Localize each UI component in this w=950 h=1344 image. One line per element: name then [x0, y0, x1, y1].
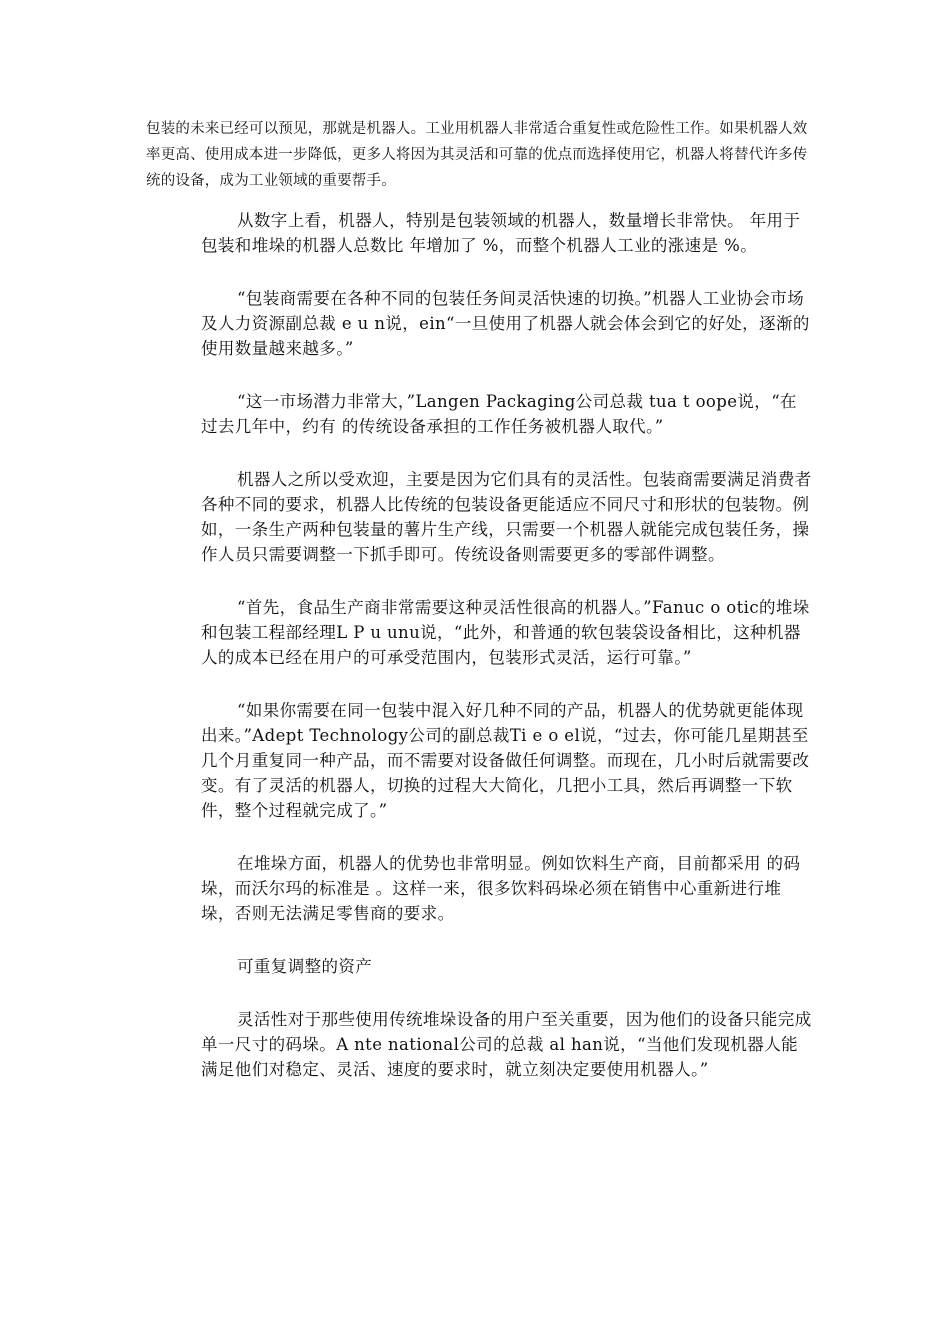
- paragraph-quote-ria: “包装商需要在各种不同的包装任务间灵活快速的切换。”机器人工业协会市场及人力资源副总裁 e u n说，ein“一旦使用了机器人就会体会到它的好处，逐渐的使用数量越来越多。”: [201, 289, 810, 358]
- paragraph-statistics: 从数字上看，机器人，特别是包装领域的机器人，数量增长非常快。 年用于包装和堆垛的机器人总数比 年增加了 %，而整个机器人工业的涨速是 %。: [201, 211, 801, 255]
- paragraph-quote-fanuc: “首先，食品生产商非常需要这种灵活性很高的机器人。”Fanuc o otic的堆垛和包装工程部经理L P u unu说，“此外，和普通的软包装袋设备相比，这种机器人的成本已经在用户的可承受范围内，包装形式灵活，运行可靠。”: [201, 598, 810, 667]
- paragraph-quote-langen: “这一市场潜力非常大，”Langen Packaging公司总裁 tua t oope说，“在过去几年中，约有 的传统设备承担的工作任务被机器人取代。”: [201, 392, 797, 436]
- section-heading: 可重复调整的资产: [237, 957, 373, 976]
- paragraph-closing: 灵活性对于那些使用传统堆垛设备的用户至关重要，因为他们的设备只能完成单一尺寸的码垛。A nte national公司的总裁 al han说，“当他们发现机器人能满足他们对稳定、灵活、速度的要求时，就立刻决定要使用机器人。”: [201, 1010, 812, 1079]
- paragraph-flexibility: 机器人之所以受欢迎，主要是因为它们具有的灵活性。包装商需要满足消费者各种不同的要求，机器人比传统的包装设备更能适应不同尺寸和形状的包装物。例如，一条生产两种包装量的薯片生产线，只需要一个机器人就能完成包装任务，操作人员只需要调整一下抓手即可。传统设备则需要更多的零部件调整。: [201, 470, 812, 564]
- intro-block: [146, 116, 810, 194]
- paragraph-quote-adept: “如果你需要在同一包装中混入好几种不同的产品，机器人的优势就更能体现出来。”Adept Technology公司的副总裁Ti e o el说，“过去，你可能几星期甚至几个月重复同一种产品，而不需要对设备做任何调整。而现在，几小时后就需要改变。有了灵活的机器人，切换的过程大大简化，几把小工具，然后再调整一下软件，整个过程就完成了。”: [201, 701, 810, 820]
- intro-paragraph: 包装的未来已经可以预见，那就是机器人。工业用机器人非常适合重复性或危险性工作。如果机器人效率更高、使用成本进一步降低，更多人将因为其灵活和可靠的优点而选择使用它，机器人将替代许多传统的设备，成为工业领域的重要帮手。: [146, 121, 808, 189]
- paragraph-palletizing: 在堆垛方面，机器人的优势也非常明显。例如饮料生产商，目前都采用 的码垛，而沃尔玛的标准是 。这样一来，很多饮料码垛必须在销售中心重新进行堆垛，否则无法满足零售商的要求。: [201, 854, 801, 923]
- article-body: [201, 208, 813, 1110]
